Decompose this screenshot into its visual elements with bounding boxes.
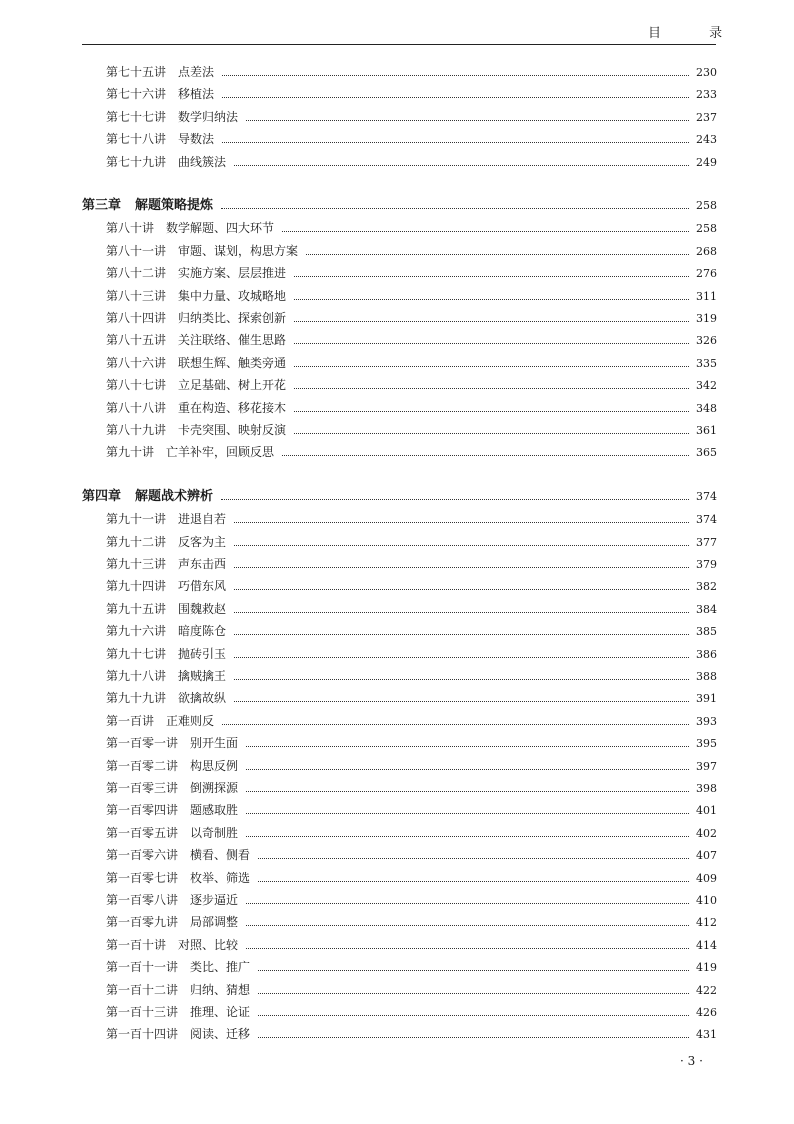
toc-entry-title: 推理、论证 bbox=[190, 1005, 251, 1019]
toc-entry[interactable] bbox=[106, 758, 717, 775]
toc-entry-number: 第九十九讲 bbox=[106, 691, 167, 706]
toc-entry-page: 407 bbox=[696, 849, 717, 863]
toc-entry-page: 335 bbox=[696, 356, 717, 370]
toc-entry-title: 实施方案、层层推进 bbox=[178, 266, 287, 281]
toc-entry-number: 第一百十讲 bbox=[106, 937, 167, 952]
dot-leader bbox=[294, 321, 689, 322]
toc-entry-number: 第一百零二讲 bbox=[106, 758, 179, 773]
toc-entry[interactable] bbox=[106, 332, 717, 349]
toc-entry-number: 第九十五讲 bbox=[106, 601, 167, 616]
toc-entry-title: 重在构造、移花接木 bbox=[178, 400, 287, 415]
dot-leader bbox=[306, 254, 689, 255]
toc-entry-page: 374 bbox=[696, 513, 717, 527]
toc-entry-number: 第四章 bbox=[82, 488, 122, 504]
toc-entry-page: 395 bbox=[696, 737, 717, 751]
toc-entry-page: 388 bbox=[696, 670, 717, 683]
toc-entry-number: 第九十六讲 bbox=[106, 624, 167, 639]
toc-entry[interactable] bbox=[106, 131, 717, 148]
toc-entry-number: 第八十八讲 bbox=[106, 400, 167, 415]
toc-entry[interactable] bbox=[106, 623, 717, 640]
toc-entry-page: 398 bbox=[696, 782, 717, 795]
toc-entry-title: 关注联络、催生思路 bbox=[178, 333, 287, 348]
toc-entry-title: 数学解题、四大环节 bbox=[166, 221, 275, 236]
toc-entry-page: 431 bbox=[696, 1028, 717, 1042]
toc-entry-title: 进退自若 bbox=[178, 512, 227, 527]
dot-leader bbox=[234, 545, 689, 546]
toc-entry-page: 409 bbox=[696, 871, 717, 885]
toc-entry-title: 正难则反 bbox=[166, 713, 215, 728]
toc-chapter[interactable] bbox=[82, 198, 717, 214]
toc-entry[interactable] bbox=[106, 914, 717, 931]
toc-entry[interactable] bbox=[106, 220, 717, 237]
toc-entry-title: 欲擒故纵 bbox=[178, 691, 227, 706]
dot-leader bbox=[246, 836, 689, 837]
dot-leader bbox=[294, 366, 689, 367]
toc-entry-title: 局部调整 bbox=[190, 915, 239, 930]
footer-page-number: · 3 · bbox=[680, 1054, 703, 1068]
toc-entry[interactable] bbox=[106, 847, 717, 864]
dot-leader bbox=[234, 634, 689, 635]
dot-leader bbox=[282, 455, 689, 456]
dot-leader bbox=[246, 948, 689, 949]
dot-leader bbox=[222, 724, 689, 725]
toc-entry-page: 391 bbox=[696, 692, 717, 706]
toc-entry-page: 233 bbox=[696, 88, 717, 102]
toc-entry[interactable] bbox=[106, 400, 717, 417]
toc-entry-page: 384 bbox=[696, 602, 717, 616]
toc-entry-number: 第一百零七讲 bbox=[106, 870, 179, 885]
toc-entry-number: 第八十九讲 bbox=[106, 423, 167, 437]
toc-entry-title: 移植法 bbox=[178, 87, 215, 102]
dot-leader bbox=[282, 231, 689, 232]
toc-entry-title: 曲线簇法 bbox=[178, 154, 227, 169]
toc-entry-title: 审题、谋划，构思方案 bbox=[178, 243, 299, 258]
toc-entry-page: 326 bbox=[696, 334, 717, 348]
toc-entry[interactable] bbox=[106, 892, 717, 909]
toc-entry[interactable] bbox=[106, 64, 717, 81]
dot-leader bbox=[222, 142, 689, 143]
dot-leader bbox=[246, 746, 689, 747]
toc-entry[interactable] bbox=[106, 780, 717, 797]
toc-entry-page: 397 bbox=[696, 759, 717, 773]
toc-entry-title: 解题策略提炼 bbox=[135, 198, 214, 213]
toc-entry[interactable] bbox=[106, 422, 717, 439]
dot-leader bbox=[221, 499, 689, 500]
toc-entry[interactable] bbox=[106, 870, 717, 887]
dot-leader bbox=[234, 612, 689, 613]
dot-leader bbox=[258, 1015, 689, 1016]
toc-entry-page: 410 bbox=[696, 894, 717, 907]
toc-entry-title: 抛砖引玉 bbox=[178, 646, 227, 661]
toc-entry-page: 419 bbox=[696, 961, 717, 975]
toc-entry-number: 第一百十二讲 bbox=[106, 982, 179, 997]
toc-entry-page: 377 bbox=[696, 535, 717, 549]
toc-entry[interactable] bbox=[106, 109, 717, 126]
toc-entry-number: 第九十一讲 bbox=[106, 512, 167, 527]
toc-entry-title: 暗度陈仓 bbox=[178, 624, 227, 639]
dot-leader bbox=[294, 299, 689, 300]
dot-leader bbox=[294, 276, 689, 277]
toc-entry-number: 第一百讲 bbox=[106, 713, 155, 728]
toc-entry-title: 巧借东风 bbox=[178, 579, 227, 594]
dot-leader bbox=[246, 120, 689, 121]
toc-entry-title: 导数法 bbox=[178, 132, 215, 147]
toc-entry-title: 构思反例 bbox=[190, 758, 239, 773]
toc-entry-title: 卡壳突围、映射反演 bbox=[178, 423, 287, 437]
dot-leader bbox=[234, 679, 689, 680]
dot-leader bbox=[234, 165, 689, 166]
toc-entry[interactable] bbox=[106, 556, 717, 573]
toc-entry[interactable] bbox=[106, 982, 717, 999]
toc-entry[interactable] bbox=[106, 355, 717, 372]
dot-leader bbox=[258, 858, 689, 859]
toc-entry-title: 归纳类比、探索创新 bbox=[178, 311, 287, 325]
toc-entry-title: 数学归纳法 bbox=[178, 109, 239, 124]
toc-entry-number: 第七十九讲 bbox=[106, 154, 167, 169]
toc-entry[interactable] bbox=[106, 444, 717, 461]
dot-leader bbox=[294, 388, 689, 389]
dot-leader bbox=[258, 970, 689, 971]
toc-entry-number: 第一百十三讲 bbox=[106, 1005, 179, 1019]
toc-entry[interactable] bbox=[106, 288, 717, 305]
toc-entry-number: 第七十六讲 bbox=[106, 87, 167, 102]
dot-leader bbox=[234, 522, 689, 523]
toc-entry[interactable] bbox=[106, 578, 717, 595]
toc-entry-title: 集中力量、攻城略地 bbox=[178, 288, 287, 303]
toc-entry-page: 237 bbox=[696, 110, 717, 124]
dot-leader bbox=[258, 993, 689, 994]
toc-entry-page: 348 bbox=[696, 401, 717, 415]
toc-entry-title: 类比、推广 bbox=[190, 960, 251, 975]
toc-entry-page: 374 bbox=[696, 489, 717, 503]
toc-entry-page: 426 bbox=[696, 1006, 717, 1019]
toc-entry[interactable] bbox=[106, 1026, 717, 1043]
toc-entry-number: 第八十六讲 bbox=[106, 355, 167, 370]
toc-entry-page: 361 bbox=[696, 424, 717, 437]
toc-entry-title: 反客为主 bbox=[178, 534, 227, 549]
toc-entry[interactable] bbox=[106, 601, 717, 618]
toc-entry-page: 230 bbox=[696, 66, 717, 79]
toc-entry-title: 归纳、猜想 bbox=[190, 982, 251, 997]
toc-entry-number: 第九十讲 bbox=[106, 445, 155, 460]
toc-entry-number: 第九十七讲 bbox=[106, 646, 167, 661]
toc-entry-title: 阅读、迁移 bbox=[190, 1027, 251, 1042]
toc-entry[interactable] bbox=[106, 802, 717, 819]
toc-entry-number: 第一百零五讲 bbox=[106, 825, 179, 840]
toc-entry-number: 第八十七讲 bbox=[106, 378, 167, 393]
dot-leader bbox=[246, 791, 689, 792]
toc-entry-number: 第一百十四讲 bbox=[106, 1027, 179, 1042]
toc-entry-number: 第九十二讲 bbox=[106, 534, 167, 549]
header-title: 目 录 bbox=[648, 26, 745, 41]
toc-entry-title: 别开生面 bbox=[190, 736, 239, 751]
toc-entry-page: 342 bbox=[696, 379, 717, 393]
toc-entry-page: 412 bbox=[696, 916, 717, 930]
header-rule bbox=[82, 44, 716, 45]
toc-entry-page: 414 bbox=[696, 938, 717, 952]
dot-leader bbox=[246, 813, 689, 814]
dot-leader bbox=[246, 925, 689, 926]
toc-entry[interactable] bbox=[106, 310, 717, 327]
dot-leader bbox=[294, 411, 689, 412]
dot-leader bbox=[221, 208, 689, 209]
toc-entry[interactable] bbox=[106, 713, 717, 730]
toc-entry-title: 亡羊补牢，回顾反思 bbox=[166, 445, 275, 460]
toc-entry[interactable] bbox=[106, 690, 717, 707]
toc-entry-number: 第一百零六讲 bbox=[106, 848, 179, 863]
toc-entry-number: 第九十八讲 bbox=[106, 669, 167, 683]
toc-entry-page: 385 bbox=[696, 625, 717, 639]
toc-entry-number: 第八十讲 bbox=[106, 221, 155, 236]
dot-leader bbox=[234, 589, 689, 590]
toc-entry-title: 声东击西 bbox=[178, 557, 227, 571]
toc-entry-title: 点差法 bbox=[178, 65, 215, 79]
toc-entry[interactable] bbox=[106, 646, 717, 663]
toc-entry-number: 第八十二讲 bbox=[106, 266, 167, 281]
toc-entry-page: 311 bbox=[696, 289, 717, 303]
toc-entry-title: 对照、比较 bbox=[178, 937, 239, 952]
toc-entry-number: 第一百零三讲 bbox=[106, 781, 179, 795]
toc-entry-number: 第八十一讲 bbox=[106, 243, 167, 258]
toc-entry-number: 第七十七讲 bbox=[106, 109, 167, 124]
toc-entry[interactable] bbox=[106, 265, 717, 282]
dot-leader bbox=[246, 903, 689, 904]
toc-entry-number: 第三章 bbox=[82, 198, 122, 213]
toc-entry-title: 擒贼擒王 bbox=[178, 669, 227, 683]
toc-entry[interactable] bbox=[106, 511, 717, 528]
dot-leader bbox=[234, 701, 689, 702]
toc-entry[interactable] bbox=[106, 86, 717, 103]
toc-entry-title: 横看、侧看 bbox=[190, 848, 251, 863]
dot-leader bbox=[222, 97, 689, 98]
toc-entry[interactable] bbox=[106, 534, 717, 551]
toc-entry-title: 立足基础、树上开花 bbox=[178, 378, 287, 393]
toc-entry-title: 围魏救赵 bbox=[178, 601, 227, 616]
toc-entry-number: 第一百十一讲 bbox=[106, 960, 179, 975]
toc-entry-number: 第七十五讲 bbox=[106, 65, 167, 79]
toc-entry-number: 第九十四讲 bbox=[106, 579, 167, 594]
toc-entry-title: 题感取胜 bbox=[190, 803, 239, 818]
toc-entry[interactable] bbox=[106, 243, 717, 260]
toc-entry-title: 倒溯探源 bbox=[190, 781, 239, 795]
toc-entry-page: 386 bbox=[696, 647, 717, 661]
toc-entry-page: 319 bbox=[696, 312, 717, 325]
toc-entry-page: 422 bbox=[696, 983, 717, 997]
dot-leader bbox=[258, 881, 689, 882]
toc-entry[interactable] bbox=[106, 1004, 717, 1021]
toc-entry-title: 逐步逼近 bbox=[190, 893, 239, 907]
toc-entry[interactable] bbox=[106, 735, 717, 752]
toc-entry-title: 联想生辉、触类旁通 bbox=[178, 355, 287, 370]
dot-leader bbox=[294, 343, 689, 344]
toc-entry-page: 393 bbox=[696, 714, 717, 728]
toc-entry-page: 243 bbox=[696, 133, 717, 147]
toc-entry-page: 276 bbox=[696, 267, 717, 281]
toc-entry[interactable] bbox=[106, 937, 717, 954]
toc-entry-number: 第八十五讲 bbox=[106, 333, 167, 348]
toc-entry-number: 第一百零一讲 bbox=[106, 736, 179, 751]
toc-entry-page: 402 bbox=[696, 826, 717, 840]
toc-entry-number: 第一百零八讲 bbox=[106, 893, 179, 907]
toc-entry-number: 第九十三讲 bbox=[106, 557, 167, 571]
dot-leader bbox=[294, 433, 689, 434]
toc-entry-number: 第八十三讲 bbox=[106, 288, 167, 303]
toc-entry-page: 365 bbox=[696, 446, 717, 460]
toc-entry[interactable] bbox=[106, 154, 717, 171]
toc-entry[interactable] bbox=[106, 959, 717, 976]
toc-entry-page: 258 bbox=[696, 199, 717, 212]
toc-entry-number: 第八十四讲 bbox=[106, 311, 167, 325]
dot-leader bbox=[234, 567, 689, 568]
dot-leader bbox=[246, 769, 689, 770]
toc-entry-title: 枚举、筛选 bbox=[190, 870, 251, 885]
dot-leader bbox=[222, 75, 689, 76]
toc-entry-page: 249 bbox=[696, 155, 717, 169]
toc-entry-title: 解题战术辨析 bbox=[135, 488, 214, 504]
toc-entry-title: 以奇制胜 bbox=[190, 825, 239, 840]
toc-entry-page: 268 bbox=[696, 244, 717, 258]
toc-entry[interactable] bbox=[106, 825, 717, 842]
toc-entry[interactable] bbox=[106, 668, 717, 685]
dot-leader bbox=[234, 657, 689, 658]
toc-entry[interactable] bbox=[106, 377, 717, 394]
toc-entry-number: 第一百零四讲 bbox=[106, 803, 179, 818]
dot-leader bbox=[258, 1037, 689, 1038]
toc-entry-page: 401 bbox=[696, 804, 717, 818]
toc-entry-number: 第七十八讲 bbox=[106, 132, 167, 147]
toc-entry-page: 258 bbox=[696, 222, 717, 236]
toc-entry-number: 第一百零九讲 bbox=[106, 915, 179, 930]
toc-entry-page: 379 bbox=[696, 558, 717, 571]
toc-entry-page: 382 bbox=[696, 580, 717, 594]
toc-chapter[interactable] bbox=[82, 489, 717, 505]
